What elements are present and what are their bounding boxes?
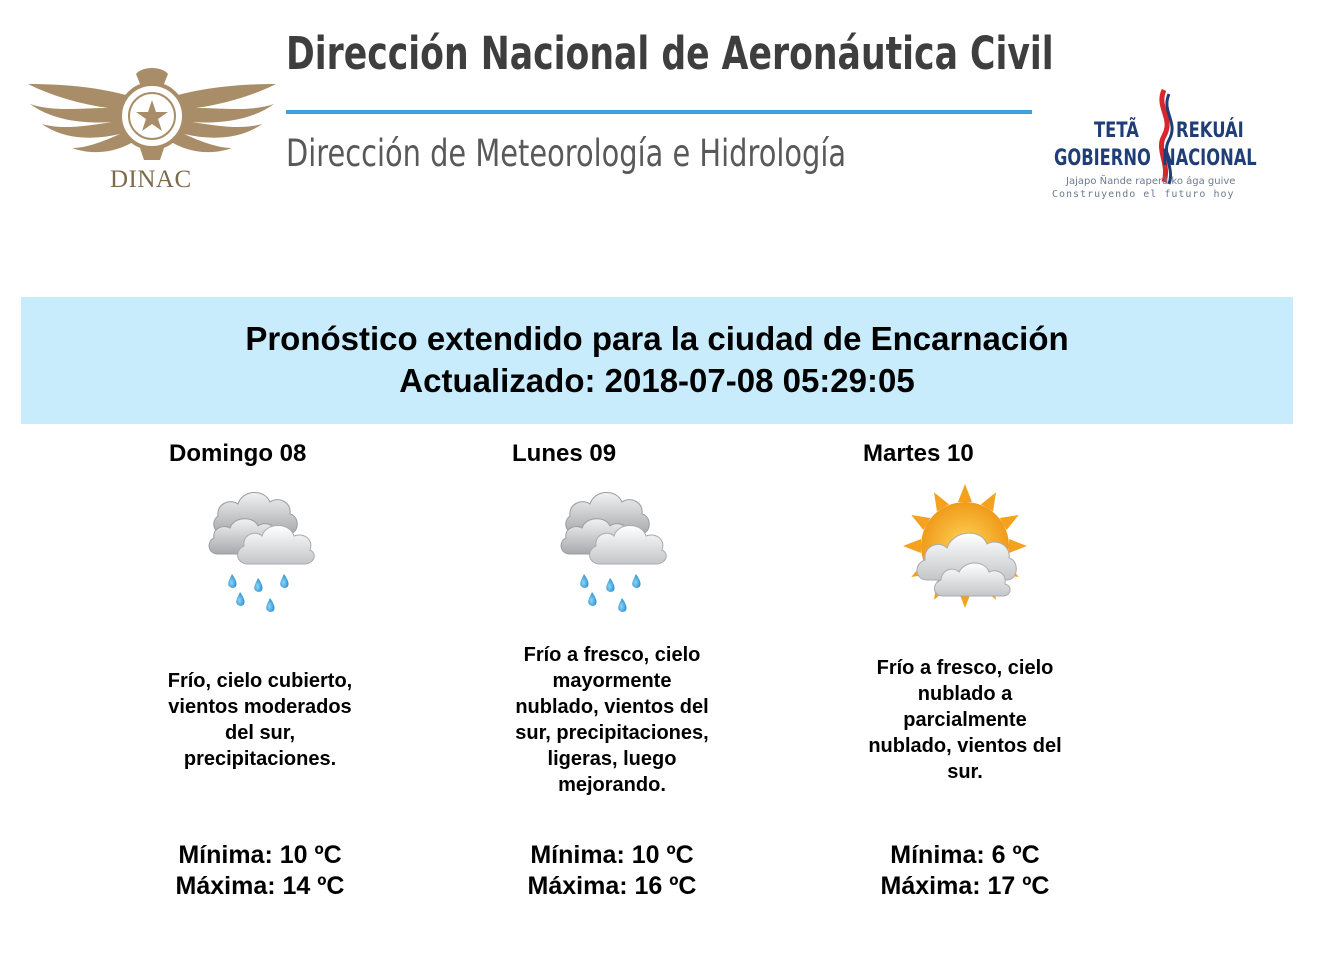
partly-cloudy-sun-icon — [909, 484, 1021, 618]
gov-logo-spanish-tagline: Construyendo el futuro hoy — [1052, 189, 1235, 200]
agency-title: Dirección Nacional de Aeronáutica Civil — [286, 27, 1054, 80]
gov-logo-rekuai: REKUÁI — [1176, 118, 1244, 142]
gov-logo-gobierno: GOBIERNO — [1054, 146, 1151, 171]
updated-timestamp: Actualizado: 2018-07-08 05:29:05 — [399, 362, 915, 399]
temperature-block — [815, 840, 1115, 902]
dinac-logo-text: DINAC — [110, 166, 192, 193]
header-divider — [286, 110, 1032, 114]
weather-description: Frío, cielo cubierto, vientos moderados del sur, precipitaciones. — [167, 670, 353, 770]
weather-description: Frío a fresco, cielo nublado a parcialmente nublado, vientos del sur. — [868, 657, 1062, 783]
forecast-day — [110, 436, 410, 916]
gobierno-nacional-logo — [1050, 88, 1282, 206]
max-temperature: Máxima: 17 ºC — [880, 872, 1050, 900]
rain-cloud-icon — [556, 484, 668, 618]
gov-logo-teta: TETÃ — [1094, 118, 1139, 142]
gov-logo-guarani-tagline: Jajapo Ñande raperã ko ága guive — [1066, 176, 1236, 187]
gov-logo-nacional: NACIONAL — [1162, 146, 1257, 171]
min-temperature: Mínima: 10 ºC — [530, 841, 694, 869]
agency-subtitle: Dirección de Meteorología e Hidrología — [286, 132, 847, 175]
forecast-banner — [21, 297, 1293, 424]
description-box — [512, 622, 712, 818]
description-box — [160, 622, 360, 818]
rain-cloud-icon — [204, 484, 316, 618]
forecast-day — [815, 436, 1115, 916]
forecast-day — [462, 436, 762, 916]
max-temperature: Máxima: 14 ºC — [175, 872, 345, 900]
forecast-title: Pronóstico extendido para la ciudad de Encarnación — [245, 320, 1069, 357]
day-name: Domingo 08 — [169, 440, 307, 467]
max-temperature: Máxima: 16 ºC — [527, 872, 697, 900]
min-temperature: Mínima: 6 ºC — [890, 841, 1040, 869]
description-box — [865, 622, 1065, 818]
weather-description: Frío a fresco, cielo mayormente nublado, vientos del sur, precipitaciones, ligeras, luego mejorando. — [515, 644, 709, 796]
min-temperature: Mínima: 10 ºC — [178, 841, 342, 869]
day-name: Martes 10 — [863, 440, 974, 467]
day-name: Lunes 09 — [512, 440, 617, 467]
page-header — [0, 0, 1320, 230]
temperature-block — [110, 840, 410, 902]
temperature-block — [462, 840, 762, 902]
